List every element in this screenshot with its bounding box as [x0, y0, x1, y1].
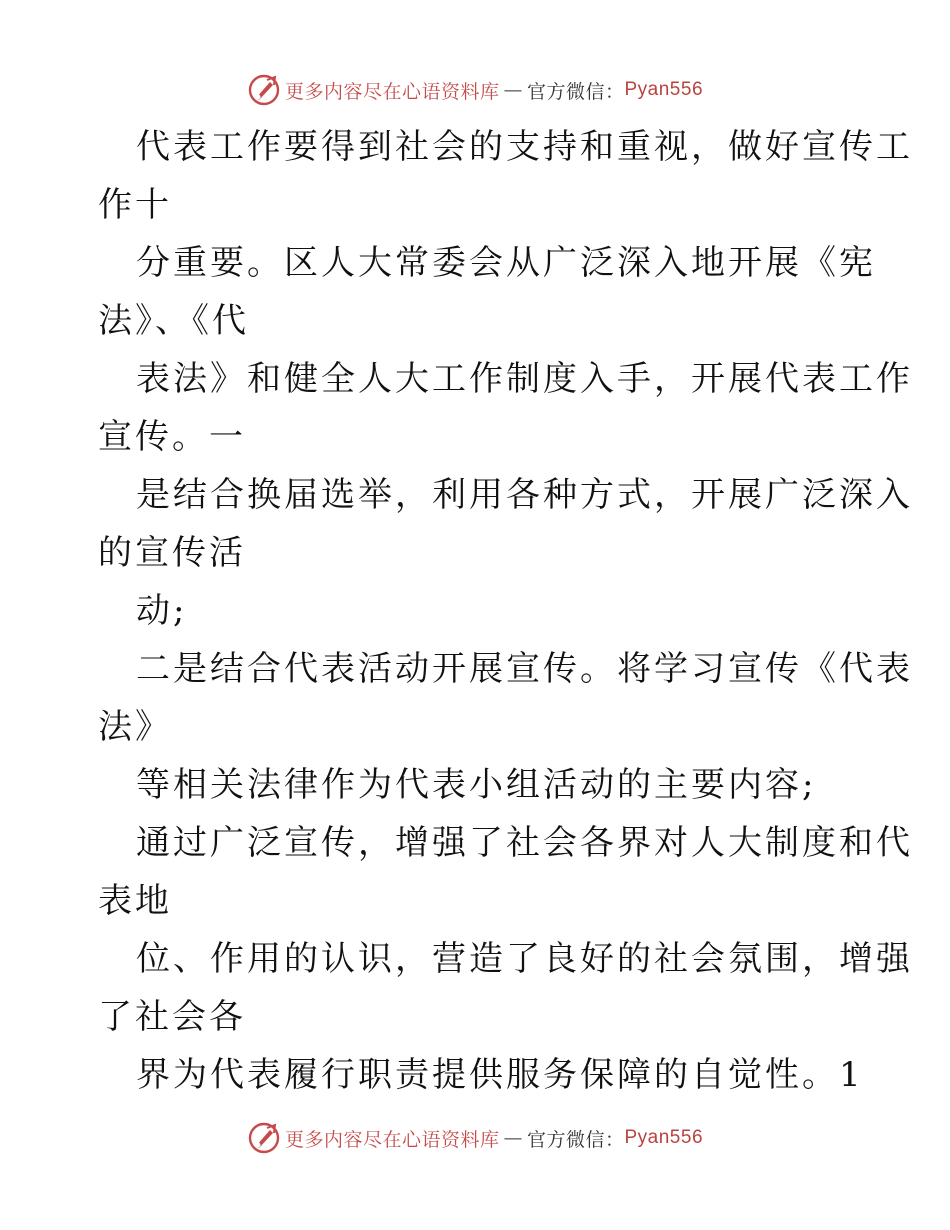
body-line: 法》、《代 [98, 301, 249, 341]
quill-pen-logo-icon [247, 1121, 281, 1155]
body-line: 表地 [98, 881, 172, 921]
watermark-account: Pyan556 [624, 79, 704, 100]
watermark-label: 官方微信： [526, 1128, 625, 1151]
body-line: 分重要。区人大常委会从广泛深入地开展《宪 [136, 243, 876, 283]
body-line: 代表工作要得到社会的支持和重视，做好宣传工 [136, 127, 913, 167]
watermark-separator: — [503, 1127, 523, 1149]
body-line: 是结合换届选举，利用各种方式，开展广泛深入 [136, 475, 913, 515]
body-line: 动; [136, 591, 188, 631]
quill-pen-logo-icon [247, 73, 281, 107]
watermark-label: 官方微信： [526, 80, 625, 103]
body-line: 了社会各 [98, 997, 246, 1037]
watermark-text: 更多内容尽在心语资料库 [284, 80, 500, 103]
footer-watermark [0, 1118, 950, 1158]
watermark-separator: — [503, 79, 523, 101]
body-line: 等相关法律作为代表小组活动的主要内容; [136, 765, 817, 805]
watermark-text: 更多内容尽在心语资料库 [284, 1128, 500, 1151]
header-watermark [0, 70, 950, 110]
body-line: 法》 [98, 707, 172, 747]
body-line: 位、作用的认识，营造了良好的社会氛围，增强 [136, 939, 913, 979]
watermark-account: Pyan556 [624, 1127, 704, 1148]
document-body [98, 118, 913, 1104]
body-line: 的宣传活 [98, 533, 246, 573]
body-line: 通过广泛宣传，增强了社会各界对人大制度和代 [136, 823, 913, 863]
body-line: 二是结合代表活动开展宣传。将学习宣传《代表 [136, 649, 913, 689]
body-line: 界为代表履行职责提供服务保障的自觉性。1 [136, 1055, 864, 1095]
body-line: 表法》和健全人大工作制度入手，开展代表工作 [136, 359, 913, 399]
body-line: 宣传。一 [98, 417, 246, 457]
body-line: 作十 [98, 185, 172, 225]
